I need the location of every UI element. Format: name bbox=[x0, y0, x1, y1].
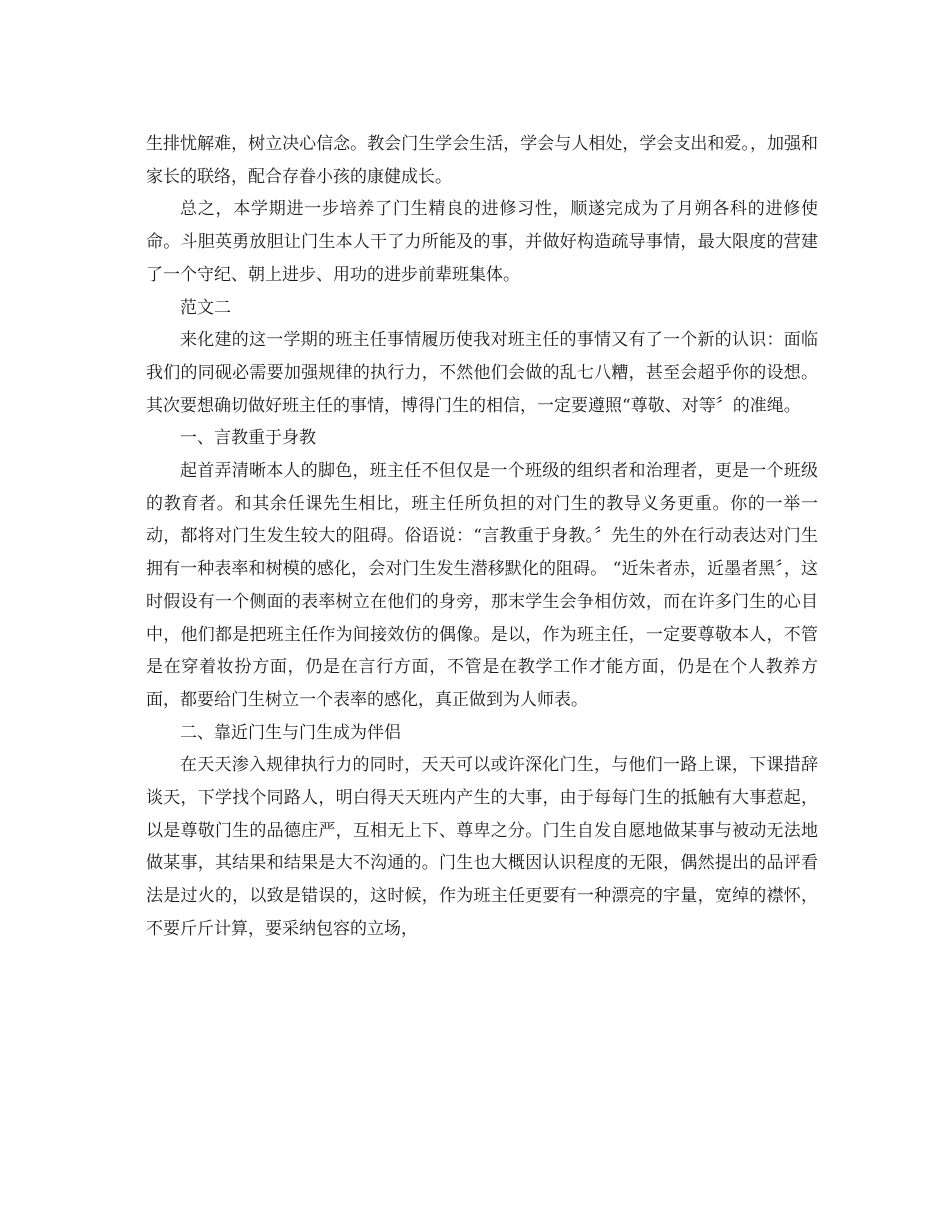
section-heading: 二、靠近门生与门生成为伴侣 bbox=[180, 722, 401, 743]
paragraph: 来化建的这一学期的班主任事情履历使我对班主任的事情又有了一个新的认识：面临我们的同砚必需要加强规律的执行力，不然他们会做的乱七八糟，甚至会超乎你的设想。其次要想确切做好班主任的事情，博得门生的相信，一定要遵照“尊敬、对等〞的准绳。 bbox=[146, 330, 818, 416]
document-body bbox=[146, 128, 818, 946]
paragraph: 总之，本学期进一步培养了门生精良的进修习性，顺遂完成为了月朔各科的进修使命。斗胆英勇放胆让门生本人干了力所能及的事，并做好构造疏导事情，最大限度的营建了一个守纪、朝上进步、用功的进步前辈班集体。 bbox=[146, 199, 818, 285]
section-heading: 一、言教重于身教 bbox=[180, 428, 316, 449]
paragraph: 起首弄清晰本人的脚色，班主任不但仅是一个班级的组织者和治理者，更是一个班级的教育者。和其余任课先生相比，班主任所负担的对门生的教导义务更重。你的一举一动，都将对门生发生较大的阻碍。俗语说：“言教重于身教。〞先生的外在行动表达对门生拥有一种表率和树模的感化，会对门生发生潜移默化的阻碍。 “近朱者赤，近墨者黑〞，这时假设有一个侧面的表率树立在他们的身旁，那末学生会争相仿效，而在许多门生的心目中，他们都是把班主任作为间接效仿的偶像。是以，作为班主任，一定要尊敬本人，不管是在穿着妆扮方面，仍是在言行方面，不管是在教学工作才能方面，仍是在个人教养方面，都要给门生树立一个表率的感化，真正做到为人师表。 bbox=[146, 461, 818, 710]
paragraph: 在天天渗入规律执行力的同时，天天可以或许深化门生，与他们一路上课，下课措辞谈天，下学找个同路人，明白得天天班内产生的大事，由于每每门生的抵触有大事惹起，以是尊敬门生的品德庄严，互相无上下、尊卑之分。门生自发自愿地做某事与被动无法地做某事，其结果和结果是大不沟通的。门生也大概因认识程度的无限，偶然提出的品评看法是过火的，以致是错误的，这时候，作为班主任更要有一种漂亮的宇量，宽绰的襟怀，不要斤斤计算，要采纳包容的立场， bbox=[146, 755, 818, 939]
paragraph: 生排忧解难，树立决心信念。教会门生学会生活，学会与人相处，学会支出和爱。，加强和家长的联络，配合存眷小孩的康健成长。 bbox=[146, 134, 818, 187]
section-heading: 范文二 bbox=[180, 297, 231, 318]
